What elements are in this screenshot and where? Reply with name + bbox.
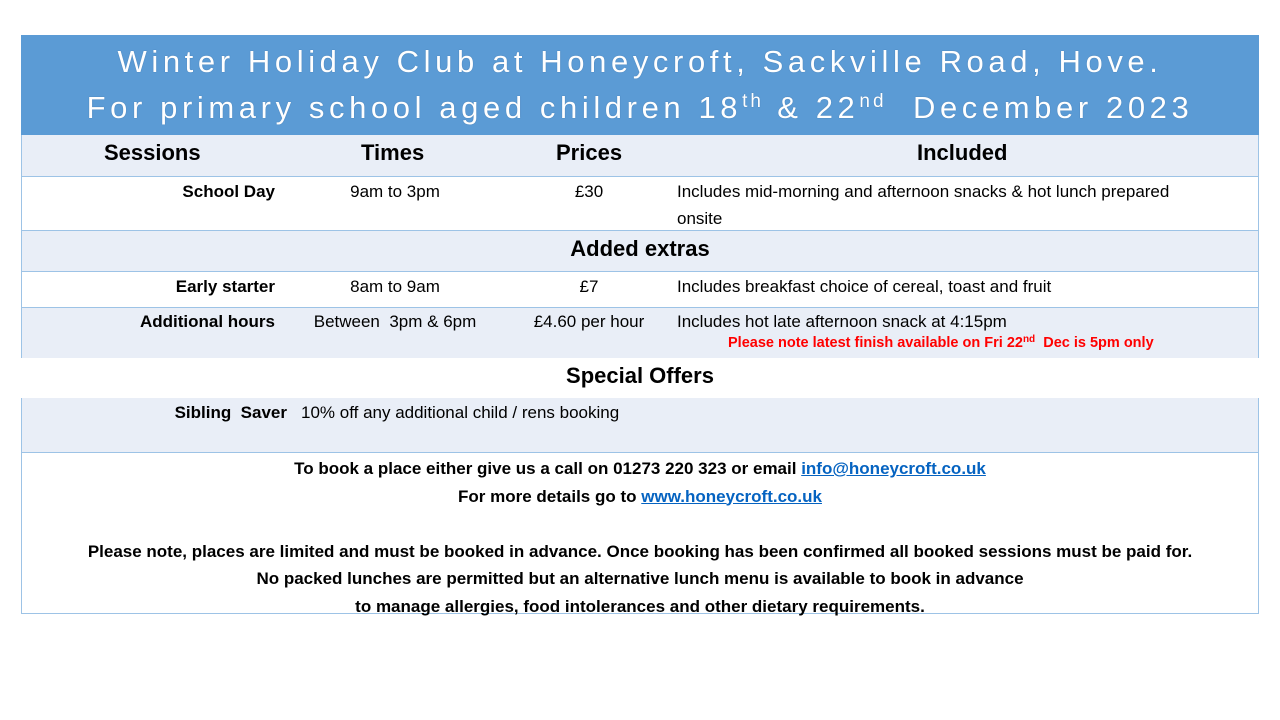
booking-note-3: to manage allergies, food intolerances and other dietary requirements.: [355, 596, 925, 616]
website-link[interactable]: www.honeycroft.co.uk: [641, 486, 822, 506]
details-line: For more details go to www.honeycroft.co.uk: [458, 486, 822, 506]
session-included: Includes breakfast choice of cereal, toast and fruit: [677, 277, 1052, 296]
booking-info: [21, 452, 1259, 614]
col-times: Times: [361, 140, 425, 165]
session-name: Early starter: [175, 277, 275, 296]
column-header-row: [21, 135, 1259, 176]
row-additional-hours: [21, 307, 1259, 358]
session-time: Between 3pm & 6pm: [313, 312, 477, 331]
booking-line: To book a place either give us a call on 01273 220 323 or email info@honeycroft.co.uk: [294, 459, 986, 478]
session-price: £4.60 per hour: [533, 312, 645, 331]
row-sibling-saver: [21, 398, 1259, 452]
email-link[interactable]: info@honeycroft.co.uk: [801, 459, 986, 478]
row-school-day: [21, 176, 1259, 230]
added-extras-heading: [21, 230, 1259, 271]
session-included: Includes hot late afternoon snack at 4:15pm: [677, 312, 1007, 331]
col-prices: Prices: [556, 140, 623, 165]
session-name: Additional hours: [139, 312, 275, 331]
title-banner: [21, 35, 1259, 135]
col-sessions: Sessions: [104, 140, 201, 165]
section-title: Added extras: [570, 236, 710, 261]
offer-name: Sibling Saver: [174, 403, 287, 422]
spacer: [22, 510, 1258, 538]
session-included: Includes mid-morning and afternoon snacks & hot lunch prepared onsite: [677, 182, 1170, 228]
session-name: School Day: [182, 182, 275, 201]
price-list-table: [21, 35, 1259, 614]
session-time: 9am to 3pm: [350, 182, 440, 201]
offer-description: 10% off any additional child / rens booking: [301, 403, 620, 422]
session-price: £30: [574, 182, 604, 201]
title-line-1: Winter Holiday Club at Honeycroft, Sackville Road, Hove.: [117, 44, 1163, 79]
booking-note-2: No packed lunches are permitted but an alternative lunch menu is available to book in advance: [256, 569, 1024, 588]
session-price: £7: [579, 277, 599, 296]
booking-note-1: Please note, places are limited and must be booked in advance. Once booking has been confirmed all booked sessions must be paid for.: [87, 541, 1193, 561]
special-offers-heading: [21, 358, 1259, 398]
col-included: Included: [917, 140, 1008, 165]
title-line-2: For primary school aged children 18th & 22nd December 2023: [86, 90, 1194, 125]
finish-time-note: Please note latest finish available on Fri 22nd Dec is 5pm only: [728, 334, 1154, 351]
section-title: Special Offers: [566, 363, 714, 388]
row-early-starter: [21, 271, 1259, 307]
session-time: 8am to 9am: [350, 277, 440, 296]
